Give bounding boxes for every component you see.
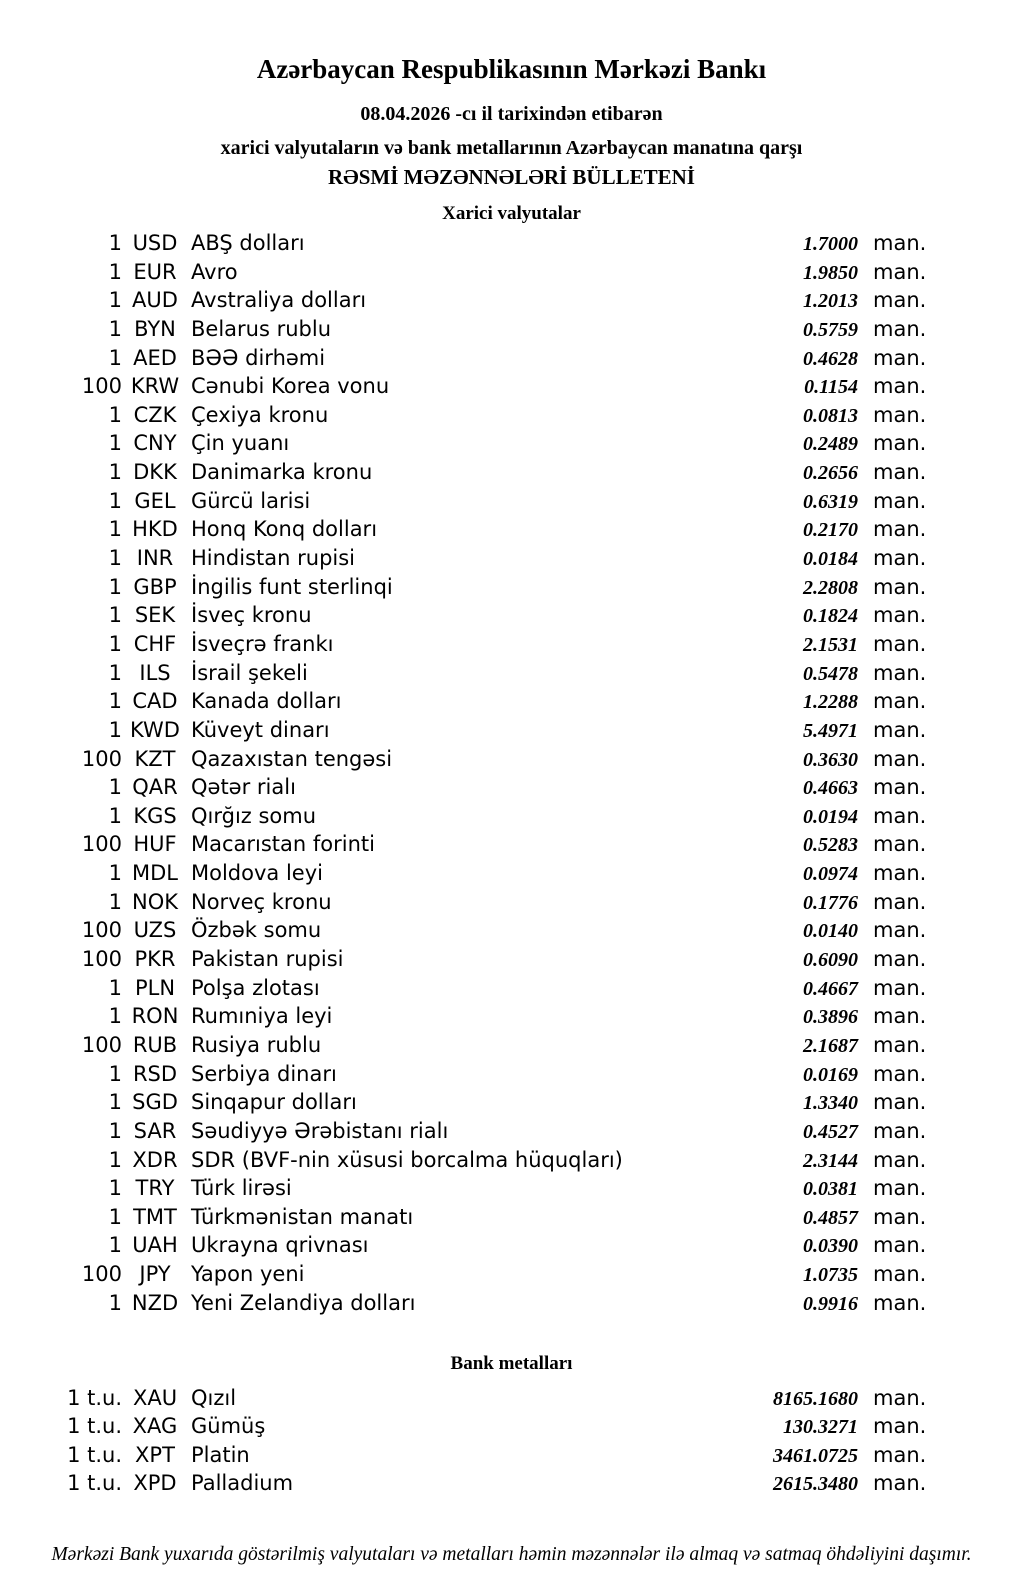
currency-name: BƏƏ dirhəmi [191, 345, 326, 370]
rate-row [0, 775, 925, 804]
rate-unit: man. [873, 1004, 927, 1029]
currency-name: Honq Konq dolları [191, 517, 378, 542]
rate-quantity: 100 [81, 1262, 122, 1287]
currency-code: EUR [133, 259, 177, 284]
rate-value: 0.5478 [803, 662, 858, 685]
rate-value: 2.3144 [803, 1149, 858, 1172]
rate-unit: man. [873, 1290, 927, 1315]
rate-unit: man. [873, 631, 927, 656]
rate-value: 0.4857 [803, 1206, 858, 1229]
rate-unit: man. [873, 832, 927, 857]
rate-row [0, 632, 925, 661]
rate-unit: man. [873, 402, 927, 427]
rate-unit: man. [873, 259, 927, 284]
currency-name: Yeni Zelandiya dolları [191, 1290, 416, 1315]
rate-value: 0.4628 [803, 347, 858, 370]
currency-name: Səudiyyə Ərəbistanı rialı [191, 1118, 449, 1143]
rate-quantity: 1 [108, 631, 122, 656]
currency-code: KRW [130, 374, 180, 399]
rate-row [0, 1471, 925, 1499]
rate-unit: man. [873, 546, 927, 571]
rate-quantity: 1 [108, 1090, 122, 1115]
currency-name: Sinqapur dolları [191, 1090, 357, 1115]
rate-value: 0.2489 [803, 433, 858, 456]
rate-row [0, 489, 925, 518]
rate-unit: man. [873, 918, 927, 943]
rate-quantity: 1 [108, 1204, 122, 1229]
rate-value: 3461.0725 [773, 1444, 858, 1467]
rate-quantity: 100 [81, 832, 122, 857]
rate-quantity: 1 [108, 1004, 122, 1029]
currency-name: Belarus rublu [191, 316, 332, 341]
rate-row [0, 1205, 925, 1234]
rate-quantity: 1 [108, 603, 122, 628]
rate-row [0, 374, 925, 403]
rate-row [0, 1291, 925, 1320]
currency-code: RSD [132, 1061, 178, 1086]
rate-unit: man. [873, 231, 927, 255]
currency-code: GEL [134, 488, 176, 513]
rate-quantity: 1 [108, 231, 122, 255]
currency-code: CAD [132, 689, 178, 714]
currency-name: Türk lirəsi [191, 1176, 292, 1201]
rate-row [0, 546, 925, 575]
currency-code: KZT [134, 746, 176, 771]
rate-value: 0.0813 [803, 404, 858, 427]
currency-code: ILS [139, 660, 171, 685]
rate-unit: man. [873, 374, 927, 399]
rate-row [0, 1033, 925, 1062]
rate-value: 0.2170 [803, 519, 858, 542]
rate-unit: man. [873, 1386, 927, 1410]
rate-value: 1.7000 [803, 233, 858, 255]
currency-code: RUB [132, 1032, 178, 1057]
rate-row [0, 747, 925, 776]
rate-value: 0.0184 [803, 548, 858, 571]
rate-row [0, 1004, 925, 1033]
rate-row [0, 1443, 925, 1471]
rate-unit: man. [873, 488, 927, 513]
rate-quantity: 100 [81, 947, 122, 972]
rate-row [0, 517, 925, 546]
currency-name: Ukrayna qrivnası [191, 1233, 369, 1258]
rate-quantity: 1 [108, 1061, 122, 1086]
rate-row [0, 1386, 925, 1414]
rate-quantity: 1 [108, 259, 122, 284]
currency-name: Norveç kronu [191, 889, 332, 914]
rate-unit: man. [873, 717, 927, 742]
rate-quantity: 1 [108, 488, 122, 513]
currency-name: Avstraliya dolları [191, 288, 367, 313]
currency-code: TMT [133, 1204, 177, 1229]
rate-value: 0.4527 [803, 1120, 858, 1143]
rate-row [0, 431, 925, 460]
rate-row [0, 661, 925, 690]
currency-code: BYN [134, 316, 176, 341]
currency-name: SDR (BVF-nin xüsusi borcalma hüquqları) [191, 1147, 623, 1172]
currency-code: QAR [132, 775, 178, 800]
rate-row [0, 260, 925, 289]
currency-code: USD [132, 231, 178, 255]
rate-value: 2.1687 [803, 1034, 858, 1057]
rate-value: 0.3630 [803, 748, 858, 771]
rate-row [0, 1176, 925, 1205]
currency-code: JPY [139, 1262, 171, 1287]
rate-unit: man. [873, 861, 927, 886]
currency-name: Türkmənistan manatı [191, 1204, 414, 1229]
currency-code: DKK [133, 460, 177, 485]
rate-unit: man. [873, 1414, 927, 1439]
rate-value: 0.0390 [803, 1235, 858, 1258]
currency-code: XPT [135, 1442, 175, 1467]
currency-name: Qazaxıstan tengəsi [191, 746, 393, 771]
rate-unit: man. [873, 1204, 927, 1229]
currency-name: Rusiya rublu [191, 1032, 322, 1057]
currency-name: İsveçrə frankı [191, 631, 334, 656]
rate-row [0, 804, 925, 833]
rate-quantity: 1 [108, 402, 122, 427]
rate-unit: man. [873, 603, 927, 628]
rate-value: 0.0169 [803, 1063, 858, 1086]
rate-row [0, 718, 925, 747]
currency-code: AUD [132, 288, 178, 313]
currency-code: CHF [133, 631, 177, 656]
rate-quantity: 1 [108, 546, 122, 571]
rate-value: 0.4667 [803, 977, 858, 1000]
rate-value: 1.3340 [803, 1092, 858, 1115]
rate-quantity: 1 t.u. [67, 1471, 122, 1496]
currency-code: KWD [130, 717, 180, 742]
rate-quantity: 1 [108, 861, 122, 886]
rate-row [0, 317, 925, 346]
rate-row [0, 1414, 925, 1442]
currency-code: UAH [132, 1233, 178, 1258]
currency-code: XPD [133, 1471, 177, 1496]
rate-value: 2.1531 [803, 633, 858, 656]
rate-row [0, 947, 925, 976]
rate-unit: man. [873, 660, 927, 685]
rate-row [0, 346, 925, 375]
rate-quantity: 100 [81, 918, 122, 943]
rate-unit: man. [873, 1147, 927, 1172]
currency-name: ABŞ dolları [191, 231, 305, 255]
currency-code: GBP [133, 574, 177, 599]
rate-quantity: 1 [108, 1233, 122, 1258]
rate-unit: man. [873, 1442, 927, 1467]
currency-code: XAG [132, 1414, 178, 1439]
rate-value: 0.6090 [803, 949, 858, 972]
rate-unit: man. [873, 431, 927, 456]
rate-row [0, 976, 925, 1005]
currency-name: Çin yuanı [191, 431, 290, 456]
rate-quantity: 1 [108, 975, 122, 1000]
currency-name: Macarıstan forinti [191, 832, 375, 857]
currency-name: Cənubi Korea vonu [191, 374, 390, 399]
effective-date: 08.04.2026 -cı il tarixindən etibarən [360, 103, 663, 125]
rate-row [0, 689, 925, 718]
rate-quantity: 1 [108, 345, 122, 370]
currency-name: Avro [191, 259, 238, 284]
rate-quantity: 100 [81, 1032, 122, 1057]
currency-name: Çexiya kronu [191, 402, 329, 427]
rate-unit: man. [873, 316, 927, 341]
rate-value: 0.9916 [803, 1292, 858, 1315]
rate-value: 1.9850 [803, 261, 858, 284]
rate-unit: man. [873, 1061, 927, 1086]
currency-code: CZK [133, 402, 177, 427]
rate-unit: man. [873, 1090, 927, 1115]
currency-code: HKD [132, 517, 178, 542]
rate-value: 2615.3480 [773, 1473, 858, 1496]
rate-unit: man. [873, 517, 927, 542]
rate-row [0, 1262, 925, 1291]
rate-value: 0.0140 [803, 920, 858, 943]
rate-value: 8165.1680 [773, 1388, 858, 1410]
rate-quantity: 1 t.u. [67, 1386, 122, 1410]
rate-row [0, 918, 925, 947]
rate-value: 2.2808 [803, 576, 858, 599]
rate-value: 5.4971 [803, 719, 858, 742]
currency-code: NZD [131, 1290, 179, 1315]
rate-quantity: 1 [108, 1118, 122, 1143]
rate-quantity: 1 [108, 660, 122, 685]
currency-name: Hindistan rupisi [191, 546, 356, 571]
currency-name: Danimarka kronu [191, 460, 373, 485]
rate-row [0, 231, 925, 260]
rate-unit: man. [873, 689, 927, 714]
rate-quantity: 1 [108, 316, 122, 341]
rate-quantity: 1 [108, 1290, 122, 1315]
currency-name: Kanada dolları [191, 689, 342, 714]
rate-unit: man. [873, 947, 927, 972]
rate-quantity: 1 [108, 574, 122, 599]
rate-quantity: 100 [81, 746, 122, 771]
rate-value: 0.3896 [803, 1006, 858, 1029]
rate-quantity: 1 [108, 689, 122, 714]
rate-value: 0.1154 [804, 376, 858, 399]
currency-name: Yapon yeni [191, 1262, 305, 1287]
currency-name: Qırğız somu [191, 803, 317, 828]
rate-value: 1.0735 [803, 1264, 858, 1287]
rate-quantity: 1 [108, 460, 122, 485]
rate-quantity: 1 t.u. [67, 1414, 122, 1439]
currency-rate-table [0, 231, 925, 1319]
rate-unit: man. [873, 1176, 927, 1201]
currency-name: Qızıl [191, 1386, 237, 1410]
rate-row [0, 1233, 925, 1262]
rate-quantity: 1 t.u. [67, 1442, 122, 1467]
bulletin-title: RƏSMİ MƏZƏNNƏLƏRİ BÜLLETENİ [328, 165, 695, 189]
currency-code: MDL [132, 861, 178, 886]
currency-name: Palladium [191, 1471, 294, 1496]
currency-name: Serbiya dinarı [191, 1061, 337, 1086]
rate-unit: man. [873, 288, 927, 313]
doc-subtitle: xarici valyutaların və bank metallarının Azərbaycan manatına qarşı [220, 137, 803, 159]
currency-name: Platin [191, 1442, 250, 1467]
currency-code: SAR [133, 1118, 177, 1143]
rate-unit: man. [873, 746, 927, 771]
rate-row [0, 603, 925, 632]
currency-name: Özbək somu [191, 918, 322, 943]
rate-unit: man. [873, 460, 927, 485]
currency-name: İngilis funt sterlinqi [191, 574, 393, 599]
rate-row [0, 288, 925, 317]
rate-unit: man. [873, 574, 927, 599]
currency-name: Küveyt dinarı [191, 717, 330, 742]
currency-code: SGD [132, 1090, 178, 1115]
rate-row [0, 460, 925, 489]
currency-code: PKR [134, 947, 176, 972]
rate-row [0, 1062, 925, 1091]
rate-unit: man. [873, 1032, 927, 1057]
rate-row [0, 890, 925, 919]
rate-unit: man. [873, 889, 927, 914]
currency-name: Gürcü larisi [191, 488, 311, 513]
currency-name: İsveç kronu [191, 603, 312, 628]
page-title: Azərbaycan Respublikasının Mərkəzi Bankı [256, 54, 767, 84]
currency-code: SEK [134, 603, 176, 628]
currency-code: INR [136, 546, 174, 571]
currency-code: TRY [135, 1176, 175, 1201]
currency-code: CNY [133, 431, 177, 456]
currency-name: Rumıniya leyi [191, 1004, 333, 1029]
rate-quantity: 1 [108, 1176, 122, 1201]
currency-section-title: Xarici valyutalar [442, 203, 581, 224]
rate-row [0, 861, 925, 890]
rate-value: 0.4663 [803, 777, 858, 800]
currency-name: Gümüş [191, 1414, 266, 1439]
rate-value: 130.3271 [783, 1416, 858, 1439]
rate-value: 0.5759 [803, 318, 858, 341]
rate-unit: man. [873, 1118, 927, 1143]
currency-name: Qətər rialı [191, 775, 296, 800]
rate-value: 0.0194 [803, 805, 858, 828]
rate-value: 0.6319 [803, 490, 858, 513]
rate-unit: man. [873, 345, 927, 370]
rate-row [0, 403, 925, 432]
rate-value: 0.0381 [803, 1178, 858, 1201]
rate-unit: man. [873, 975, 927, 1000]
rate-unit: man. [873, 775, 927, 800]
rate-value: 1.2288 [803, 691, 858, 714]
rate-quantity: 1 [108, 517, 122, 542]
currency-code: XAU [132, 1386, 178, 1410]
rate-quantity: 1 [108, 775, 122, 800]
rate-quantity: 1 [108, 1147, 122, 1172]
rate-quantity: 1 [108, 889, 122, 914]
rate-unit: man. [873, 803, 927, 828]
currency-code: KGS [133, 803, 177, 828]
rate-value: 1.2013 [803, 290, 858, 313]
rate-row [0, 575, 925, 604]
rate-value: 0.2656 [803, 462, 858, 485]
currency-code: HUF [133, 832, 177, 857]
currency-code: RON [131, 1004, 179, 1029]
rate-row [0, 1090, 925, 1119]
rate-quantity: 1 [108, 717, 122, 742]
rate-value: 0.0974 [803, 863, 858, 886]
rate-quantity: 1 [108, 288, 122, 313]
currency-code: UZS [133, 918, 177, 943]
rate-value: 0.5283 [803, 834, 858, 857]
metals-rate-table [0, 1386, 925, 1499]
currency-name: İsrail şekeli [191, 660, 308, 685]
rate-unit: man. [873, 1233, 927, 1258]
currency-code: XDR [132, 1147, 178, 1172]
rate-unit: man. [873, 1471, 927, 1496]
rate-quantity: 1 [108, 431, 122, 456]
rate-quantity: 1 [108, 803, 122, 828]
currency-code: NOK [131, 889, 178, 914]
currency-name: Pakistan rupisi [191, 947, 344, 972]
currency-code: AED [133, 345, 177, 370]
rate-value: 0.1824 [803, 605, 858, 628]
currency-name: Polşa zlotası [191, 975, 320, 1000]
rate-row [0, 1148, 925, 1177]
rate-quantity: 100 [81, 374, 122, 399]
rate-row [0, 832, 925, 861]
metals-section-title: Bank metalları [450, 1353, 573, 1374]
rate-unit: man. [873, 1262, 927, 1287]
currency-name: Moldova leyi [191, 861, 323, 886]
rate-value: 0.1776 [803, 891, 858, 914]
disclaimer-text: Mərkəzi Bank yuxarıda göstərilmiş valyutaları və metalları həmin məzənnələr ilə almaq və satmaq öhdəliyini daşımır. [51, 1544, 972, 1565]
currency-code: PLN [134, 975, 176, 1000]
rate-row [0, 1119, 925, 1148]
